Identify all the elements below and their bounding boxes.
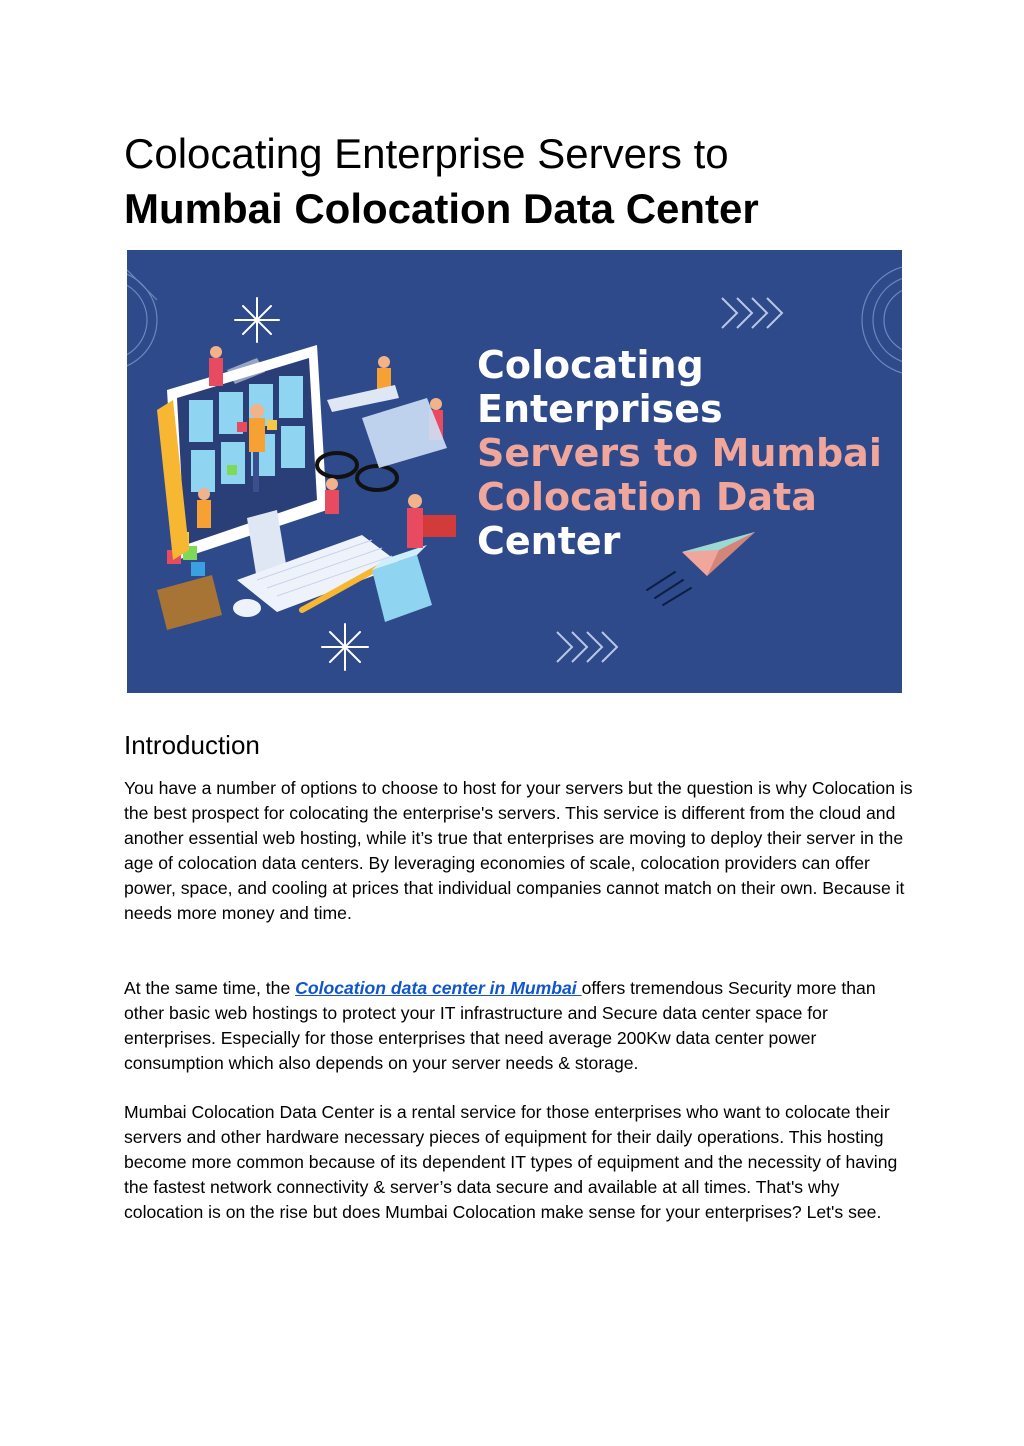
page-title <box>124 126 759 236</box>
hero-text-line-4: Colocation Data <box>477 475 817 519</box>
paragraph-1: You have a number of options to choose to host for your servers but the question is why Colocation is the best prospect for colocating the enterprise's servers. This service is different from the cloud and another essential web hosting, while it’s true that enterprises are moving to deploy their server in the age of colocation data centers. By leveraging economies of scale, colocation providers can offer power, space, and cooling at prices that individual companies cannot match on their own. Because it needs more money and time. <box>124 778 913 923</box>
page-title-line-1: Colocating Enterprise Servers to <box>124 130 729 177</box>
paragraph-2-lead: At the same time, the <box>124 978 296 998</box>
paragraph-3: Mumbai Colocation Data Center is a rental service for those enterprises who want to colocate their servers and other hardware necessary pieces of equipment for their daily operations. This hosting become more common because of its dependent IT types of equipment and the necessity of having the fastest network connectivity & server’s data secure and available at all times. That's why colocation is on the rise but does Mumbai Colocation make sense for your enterprises? Let's see. <box>124 1102 898 1222</box>
colocation-mumbai-link[interactable]: Colocation data center in Mumbai <box>295 978 582 998</box>
page-title-line-2: Mumbai Colocation Data Center <box>124 185 759 232</box>
section-heading-introduction: Introduction <box>124 730 260 760</box>
hero-text-line-5: Center <box>477 519 621 563</box>
hero-text-line-3: Servers to Mumbai <box>477 431 882 475</box>
hero-banner-image <box>127 250 902 693</box>
hero-text-line-1: Colocating <box>477 343 704 387</box>
hero-text-line-2: Enterprises <box>477 387 723 431</box>
paragraph-2-rest: offers tremendous Security more than other basic web hostings to protect your IT infrastructure and Secure data center space for enterprises. Especially for those enterprises that need average 200Kw data center power consumption which also depends on your server needs & storage. <box>124 978 876 1073</box>
paragraph-2 <box>124 976 914 1076</box>
